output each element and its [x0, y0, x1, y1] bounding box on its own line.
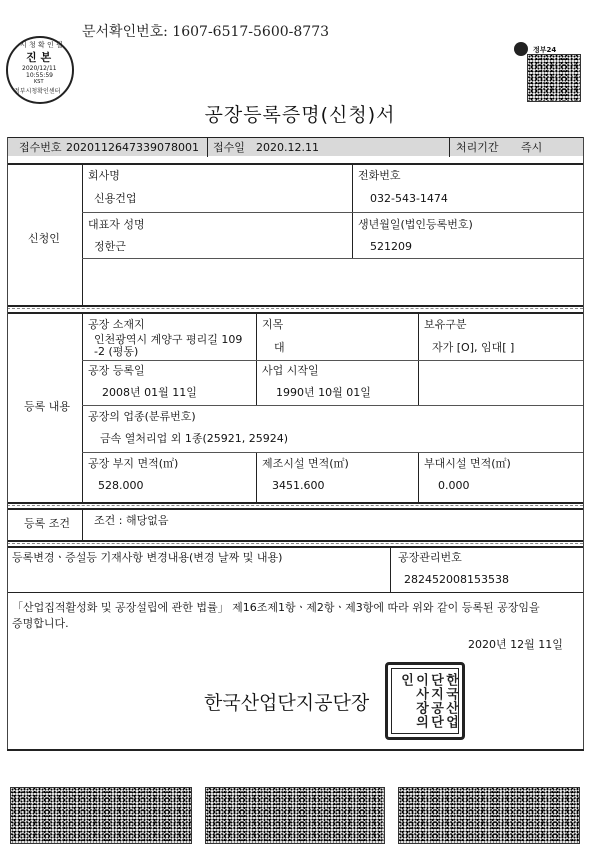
stamp-mid-text: 진 본: [26, 51, 52, 64]
registration-date-label: 공장 등록일: [88, 364, 145, 377]
receipt-date-label: 접수일: [213, 141, 245, 154]
qr-label: 정부24: [533, 46, 557, 54]
document-title: 공장등록증명(신청)서: [204, 104, 396, 126]
document-confirmation-number: 문서확인번호: 1607-6517-5600-8773: [82, 24, 330, 40]
phone-value: 032-543-1474: [370, 192, 448, 205]
top-security-code: [527, 54, 581, 102]
manufacturing-area-label: 제조시설 면적(㎡): [262, 457, 349, 470]
issue-date: 2020년 12월 11일: [468, 638, 563, 651]
issuer-name: 한국산업단지공단장: [204, 692, 370, 714]
factory-location-label: 공장 소재지: [88, 318, 145, 331]
certification-text-line1: 「산업집적활성화 및 공장설립에 관한 법률」 제16조제1항ㆍ제2항ㆍ제3항에 따라 위와 같이 등록된 공장임을: [12, 601, 540, 614]
business-start-label: 사업 시작일: [262, 364, 319, 377]
government24-logo: [514, 42, 528, 56]
factory-location-line2: -2 (평동): [94, 345, 139, 358]
birthdate-value: 521209: [370, 240, 412, 253]
security-code-2: [205, 787, 385, 844]
registration-date-value: 2008년 01월 11일: [102, 386, 197, 399]
company-name-value: 신용건업: [94, 192, 137, 205]
seal-text: 한국산업단지공단이사장의인: [398, 673, 458, 729]
stamp-date-text: 2020/12/11: [22, 65, 57, 72]
receipt-number-label: 접수번호: [19, 141, 62, 154]
representative-label: 대표자 성명: [88, 218, 145, 231]
stamp-time-text: 10:55:59: [26, 72, 53, 79]
ownership-value: 자가 [O], 임대[ ]: [432, 341, 515, 354]
official-seal: [385, 662, 465, 740]
security-code-1: [10, 787, 192, 844]
industry-value: 금속 열처리업 외 1종(25921, 25924): [100, 432, 289, 445]
management-number-value: 282452008153538: [404, 573, 509, 586]
security-code-3: [398, 787, 580, 844]
change-history-label: 등록변경ㆍ증설등 기재사항 변경내용(변경 날짜 및 내용): [12, 551, 283, 564]
site-area-label: 공장 부지 면적(㎡): [88, 457, 179, 470]
land-category-label: 지목: [262, 318, 284, 331]
verification-stamp: [6, 36, 74, 104]
management-number-label: 공장관리번호: [398, 551, 462, 564]
ownership-label: 보유구분: [424, 318, 467, 331]
auxiliary-area-value: 0.000: [438, 479, 470, 492]
manufacturing-area-value: 3451.600: [272, 479, 325, 492]
auxiliary-area-label: 부대시설 면적(㎡): [424, 457, 511, 470]
registration-section-label: 등록 내용: [24, 400, 71, 413]
receipt-number-value: 2020112647339078001: [66, 141, 199, 154]
birthdate-label: 생년월일(법인등록번호): [358, 218, 473, 231]
conditions-value: 조건 : 해당없음: [94, 514, 169, 527]
processing-period-label: 처리기간: [456, 141, 499, 154]
certification-text-line2: 증명합니다.: [12, 617, 69, 630]
applicant-section-label: 신청인: [28, 232, 60, 245]
site-area-value: 528.000: [98, 479, 144, 492]
representative-value: 정한근: [94, 240, 126, 253]
business-start-value: 1990년 10월 01일: [276, 386, 371, 399]
stamp-top-text: 시 청 확 인 필: [20, 41, 63, 49]
factory-location-line1: 인천광역시 계양구 평리길 109: [94, 333, 243, 346]
conditions-section-label: 등록 조건: [24, 517, 71, 530]
company-name-label: 회사명: [88, 169, 120, 182]
stamp-kst-text: KST: [34, 79, 44, 85]
phone-label: 전화번호: [358, 169, 401, 182]
industry-label: 공장의 업종(분류번호): [88, 410, 196, 423]
processing-period-value: 즉시: [521, 141, 543, 154]
receipt-date-value: 2020.12.11: [256, 141, 319, 154]
land-category-value: 대: [274, 341, 285, 354]
stamp-bottom-text: 정부시청확인센터: [14, 88, 61, 95]
